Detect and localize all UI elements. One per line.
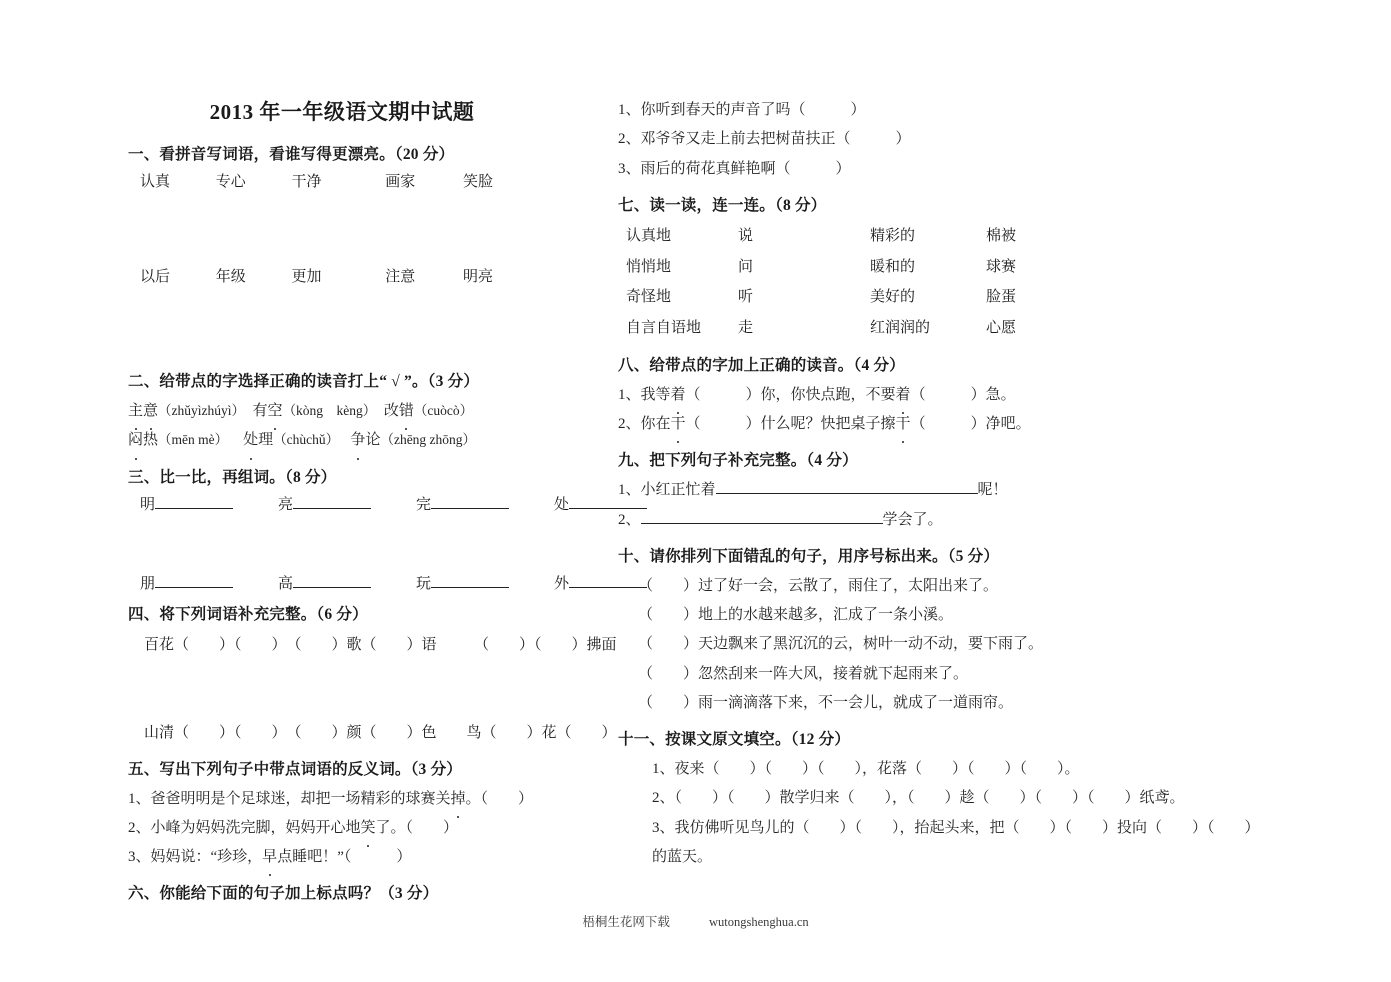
matching-row — [626, 252, 1260, 283]
pinyin-choice[interactable]: （chùchǔ） — [273, 432, 340, 448]
char: 有 — [252, 403, 268, 419]
question-text: 1、我等 — [618, 386, 671, 403]
combine-cell — [140, 493, 278, 514]
question-text: 1、小红正忙着 — [618, 482, 716, 499]
word: 干净 — [291, 174, 322, 190]
match-item-adj[interactable]: 暖和的 — [870, 258, 916, 275]
question-text: 呢！ — [977, 482, 1008, 499]
match-item-left[interactable]: 奇怪地 — [626, 289, 672, 306]
section-10-heading: 十、请你排列下面错乱的句子，用序号标出来。（5 分） — [618, 547, 1000, 565]
section-6-question-1[interactable]: 1、你听到春天的声音了吗（ ） — [618, 102, 866, 118]
match-item-verb[interactable]: 走 — [738, 320, 754, 336]
section-8-question-2 — [618, 410, 1260, 439]
section-3-row-2 — [128, 572, 600, 593]
dotted-char: 闷 — [128, 426, 143, 455]
match-item-adj[interactable]: 美好的 — [870, 289, 916, 306]
section-11-question-3-line-2: 的蓝天。 — [652, 848, 713, 865]
section-7-heading: 七、读一读，连一连。（8 分） — [618, 196, 827, 214]
section-3-row-1 — [128, 493, 600, 514]
dotted-char: 掉 — [451, 785, 466, 814]
question-text: 1、爸爸明明是个足球迷，却把一场精彩的球赛关 — [128, 790, 451, 807]
section-9-question-1 — [618, 476, 1260, 505]
answer-blank[interactable] — [293, 587, 371, 588]
section-8-question-1 — [618, 381, 1260, 410]
question-text: 2、 — [618, 511, 641, 528]
section-9-question-2 — [618, 506, 1260, 535]
section-10-item[interactable]: （ ）天边飘来了黑沉沉的云，树叶一动不动，要下雨了。 — [638, 636, 1044, 653]
section-2-row-2 — [128, 426, 600, 455]
answer-blank[interactable] — [641, 523, 883, 524]
word: 认真 — [140, 174, 171, 190]
match-item-verb[interactable]: 说 — [738, 227, 754, 244]
char: 明 — [140, 496, 156, 513]
char: 改 — [383, 403, 399, 419]
dotted-char: 处 — [243, 426, 258, 455]
dotted-char: 空 — [268, 397, 283, 426]
answer-blank[interactable] — [431, 508, 509, 509]
match-item-verb[interactable]: 问 — [738, 258, 754, 275]
answer-blank[interactable] — [155, 587, 233, 588]
char: 朋 — [140, 575, 156, 592]
section-4-writing-space — [128, 660, 600, 718]
question-text[interactable]: （ ）急。 — [910, 386, 1016, 403]
page-footer — [0, 912, 1391, 930]
section-10-item[interactable]: （ ）忽然刮来一阵大风，接着就下起雨来了。 — [638, 665, 969, 682]
word: 更加 — [291, 269, 322, 285]
match-item-verb[interactable]: 听 — [738, 289, 754, 306]
section-5-question-1 — [128, 785, 600, 814]
section-11-question-1[interactable]: 1、夜来（ ）（ ）（ ），花落（ ）（ ）（ ）。 — [652, 761, 1080, 777]
pinyin-choice[interactable]: （zhēng zhōng） — [380, 432, 477, 448]
match-item-left[interactable]: 认真地 — [626, 227, 672, 244]
question-text[interactable]: （ ）净吧。 — [910, 416, 1031, 432]
pinyin-choice[interactable]: （zhǔyìzhúyì） — [158, 403, 246, 418]
section-3-writing-space — [128, 514, 600, 572]
answer-blank[interactable] — [155, 508, 233, 509]
section-4-row-2[interactable]: 山清（ ）（ ） （ ）颜（ ）色 鸟（ ）花（ ） — [144, 724, 617, 741]
match-item-noun[interactable]: 脸蛋 — [986, 289, 1017, 306]
match-item-adj[interactable]: 红润润的 — [870, 320, 931, 336]
char: 完 — [416, 496, 432, 513]
section-5-question-3 — [128, 843, 600, 872]
dotted-char: 着 — [896, 381, 911, 410]
answer-paren[interactable]: 。（ ） — [465, 790, 534, 807]
char: 热 — [143, 432, 159, 449]
section-9-heading: 九、把下列句子补充完整。（4 分） — [618, 452, 858, 470]
section-8-heading: 八、给带点的字加上正确的读音。（4 分） — [618, 356, 905, 374]
left-column — [0, 0, 617, 909]
section-11-heading: 十一、按课文原文填空。（12 分） — [618, 731, 851, 748]
combine-cell — [416, 493, 554, 514]
section-1-writing-space-1 — [128, 191, 600, 265]
word: 画家 — [385, 174, 416, 190]
section-5-heading: 五、写出下列句子中带点词语的反义词。（3 分） — [128, 760, 462, 778]
section-1-writing-space-2 — [128, 286, 600, 360]
word: 明亮 — [463, 269, 494, 285]
pinyin-choice[interactable]: （kòng kèng） — [282, 403, 377, 418]
word: 年级 — [215, 269, 246, 285]
dotted-char: 着 — [671, 381, 686, 410]
section-1-words-row-1 — [128, 170, 600, 191]
answer-blank[interactable] — [431, 587, 509, 588]
section-6-question-2[interactable]: 2、邓爷爷又走上前去把树苗扶正（ ） — [618, 131, 911, 148]
dotted-char: 错 — [399, 397, 414, 426]
dotted-char: 争 — [350, 426, 365, 455]
word: 专心 — [215, 174, 246, 190]
word: 以后 — [140, 269, 171, 285]
dotted-char: 主 — [128, 397, 143, 426]
answer-paren[interactable]: 点睡吧！”（ ） — [277, 849, 412, 865]
char: 高 — [278, 575, 294, 592]
dotted-char: 干 — [671, 410, 686, 439]
match-item-adj[interactable]: 精彩的 — [870, 227, 916, 244]
dotted-char: 笑 — [361, 814, 376, 843]
section-6-heading: 六、你能给下面的句子加上标点吗？（3 分） — [128, 885, 439, 903]
char: 理 — [258, 432, 274, 449]
dotted-char: 干 — [896, 410, 911, 439]
matching-row — [626, 313, 1260, 344]
dotted-char: 意 — [143, 397, 158, 426]
footer-source: 梧桐生花网下载 — [582, 915, 670, 929]
char: 外 — [554, 575, 570, 592]
char: 玩 — [416, 575, 432, 592]
question-text: 2、你在 — [618, 416, 671, 432]
section-4-heading: 四、将下列词语补充完整。（6 分） — [128, 605, 368, 623]
combine-cell — [416, 572, 554, 593]
section-10-item[interactable]: （ ）地上的水越来越多，汇成了一条小溪。 — [638, 607, 954, 623]
section-10-item[interactable]: （ ）雨一滴滴落下来，不一会儿，就成了一道雨帘。 — [638, 694, 1014, 711]
section-1-heading: 一、看拼音写词语，看谁写得更漂亮。（20 分） — [128, 146, 455, 163]
question-text[interactable]: （ ）你，你快点跑，不要 — [685, 386, 896, 403]
combine-cell — [278, 572, 416, 593]
answer-paren[interactable]: 了。（ ） — [375, 819, 459, 836]
combine-cell — [140, 572, 278, 593]
right-column — [600, 0, 1260, 872]
question-text: 3、妈妈说：“珍珍， — [128, 849, 263, 865]
match-item-left[interactable]: 悄悄地 — [626, 258, 672, 275]
question-text[interactable]: （ ）什么呢？快把桌子擦 — [685, 416, 896, 432]
section-1-words-row-2 — [128, 265, 600, 286]
match-item-noun[interactable]: 棉被 — [986, 227, 1017, 244]
match-item-left[interactable]: 自言自语地 — [626, 320, 702, 336]
question-text: 2、小峰为妈妈洗完脚，妈妈开心地 — [128, 819, 361, 836]
answer-blank[interactable] — [293, 508, 371, 509]
matching-row — [626, 221, 1260, 252]
section-3-heading: 三、比一比，再组词。（8 分） — [128, 468, 337, 486]
dotted-char: 早 — [262, 843, 277, 872]
section-11-question-3-line-1[interactable]: 3、我仿佛听见鸟儿的（ ）（ ），抬起头来，把（ ）（ ）投向（ ）（ ） — [652, 819, 1260, 836]
section-10-item[interactable]: （ ）过了好一会，云散了，雨住了，太阳出来了。 — [638, 577, 999, 594]
footer-website[interactable]: wutongshenghua.cn — [709, 915, 809, 929]
word: 注意 — [385, 269, 416, 285]
section-2-heading: 二、给带点的字选择正确的读音打上“ √ ”。（3 分） — [128, 373, 480, 390]
section-7-matching-grid — [618, 221, 1260, 344]
char: 论 — [365, 432, 381, 449]
question-text: 学会了。 — [882, 511, 943, 528]
pinyin-choice[interactable]: （cuòcò） — [413, 403, 474, 418]
page-title: 2013 年一年级语文期中试题 — [209, 100, 475, 124]
section-2-row-1 — [128, 397, 600, 426]
word: 笑脸 — [463, 174, 494, 190]
combine-cell — [278, 493, 416, 514]
pinyin-choice[interactable]: （mēn mè） — [158, 432, 229, 448]
char: 亮 — [278, 496, 294, 513]
matching-row — [626, 282, 1260, 313]
match-item-noun[interactable]: 心愿 — [986, 320, 1017, 336]
match-item-noun[interactable]: 球赛 — [986, 258, 1017, 275]
section-11-question-2[interactable]: 2、（ ）（ ）散学归来（ ），（ ）趁（ ）（ ）（ ）纸鸢。 — [652, 790, 1185, 807]
section-4-row-1[interactable]: 百花（ ）（ ） （ ）歌（ ）语 （ ）（ ）拂面 — [144, 636, 617, 653]
char: 处 — [554, 496, 570, 513]
section-5-question-2 — [128, 814, 600, 843]
answer-blank[interactable] — [716, 493, 978, 494]
section-6-question-3[interactable]: 3、雨后的荷花真鲜艳啊（ ） — [618, 160, 851, 177]
